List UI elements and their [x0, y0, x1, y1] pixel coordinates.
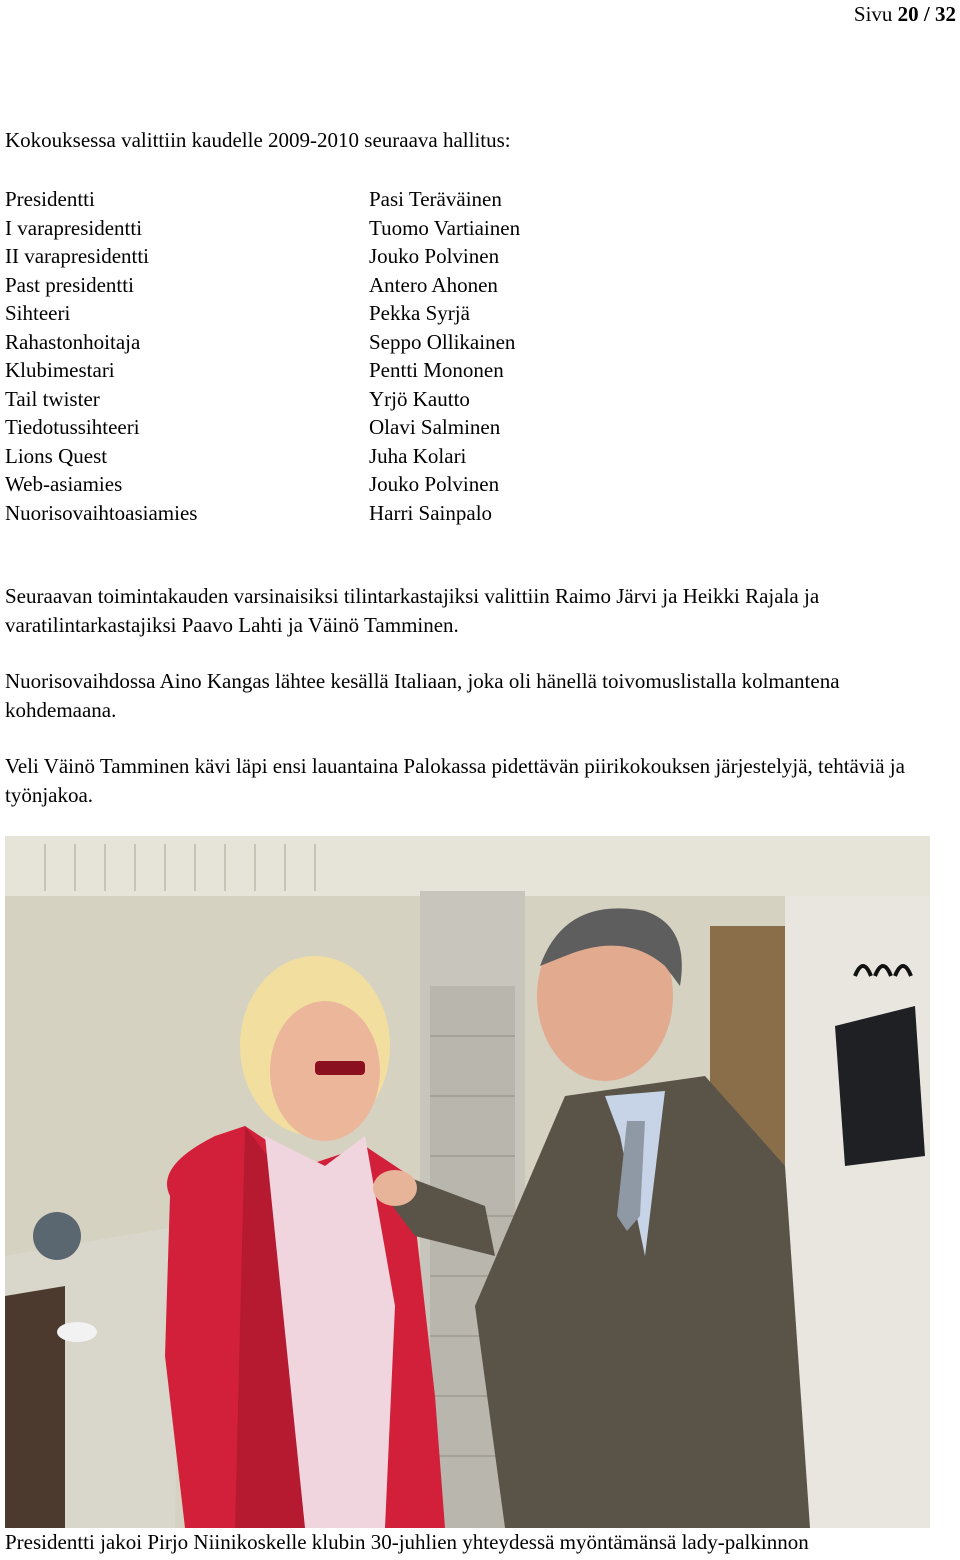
board-row: [5, 328, 520, 357]
board-list: [5, 185, 520, 527]
right-wall: [785, 896, 930, 1528]
board-row: [5, 499, 520, 528]
board-person: Jouko Polvinen: [369, 244, 500, 268]
coffee-cup: [57, 1322, 97, 1342]
board-person: Tuomo Vartiainen: [369, 215, 521, 240]
event-photo-illustration: [5, 836, 930, 1528]
hanging-coat: [835, 1006, 925, 1166]
chair-back: [33, 1212, 81, 1260]
board-row: [5, 356, 520, 385]
board-person: Juha Kolari: [369, 443, 467, 468]
board-row: [5, 214, 520, 243]
man-hands: [373, 1170, 417, 1206]
photo-caption: Presidentti jakoi Pirjo Niinikoskelle klubin 30-juhlien yhteydessä myöntämänsä lady-palkinnon: [5, 1530, 809, 1554]
event-photo: [5, 836, 930, 1528]
board-person: Pentti Mononen: [369, 358, 504, 382]
page-separator: /: [918, 2, 935, 26]
board-row: [5, 185, 520, 214]
auditors-paragraph: Seuraavan toimintakauden varsinaisiksi tilintarkastajiksi valittiin Raimo Järvi ja Heikki Rajala ja varatilintarkastajiksi Paavo Lahti ja Väinö Tamminen.: [5, 584, 820, 637]
page-number: [854, 2, 956, 27]
board-role: Rahastonhoitaja: [5, 329, 141, 354]
board-person: Pekka Syrjä: [369, 301, 470, 325]
board-role: I varapresidentti: [5, 215, 143, 240]
page-prefix: Sivu: [853, 2, 893, 26]
glasses: [315, 1061, 365, 1075]
intro-text: Kokouksessa valittiin kaudelle 2009-2010 seuraava hallitus:: [5, 128, 511, 152]
board-role: Past presidentti: [5, 272, 134, 297]
board-row: [5, 470, 520, 499]
board-row: [5, 271, 520, 300]
district-meeting-paragraph: Veli Väinö Tamminen kävi läpi ensi lauantaina Palokassa pidettävän piirikokouksen järjestelyjä, tehtäviä ja työnjakoa.: [5, 754, 905, 807]
ceiling-panel: [5, 836, 930, 896]
page-total: 32: [935, 2, 956, 26]
board-row: [5, 442, 520, 471]
board-row: [5, 413, 520, 442]
board-role: Tiedotussihteeri: [5, 415, 140, 439]
board-role: Lions Quest: [5, 443, 108, 468]
board-person: Pasi Teräväinen: [369, 187, 502, 211]
board-row: [5, 385, 520, 414]
board-role: Nuorisovaihtoasiamies: [5, 500, 198, 525]
board-role: Klubimestari: [5, 358, 115, 382]
page-current: 20: [897, 2, 919, 26]
board-role: II varapresidentti: [5, 244, 150, 268]
board-person: Olavi Salminen: [369, 415, 501, 439]
board-row: [5, 299, 520, 328]
board-role: Tail twister: [5, 386, 100, 411]
board-person: Jouko Polvinen: [369, 472, 500, 496]
board-person: Yrjö Kautto: [369, 386, 470, 411]
board-person: Harri Sainpalo: [369, 500, 493, 525]
youth-exchange-paragraph: Nuorisovaihdossa Aino Kangas lähtee kesällä Italiaan, joka oli hänellä toivomuslistalla kolmantena kohdemaana.: [5, 669, 840, 722]
board-role: Web-asiamies: [5, 472, 123, 496]
board-role: Presidentti: [5, 187, 95, 211]
board-role: Sihteeri: [5, 301, 71, 325]
dark-chair: [5, 1286, 65, 1528]
board-person: Antero Ahonen: [369, 272, 498, 297]
board-row: [5, 242, 520, 271]
board-person: Seppo Ollikainen: [369, 329, 516, 354]
